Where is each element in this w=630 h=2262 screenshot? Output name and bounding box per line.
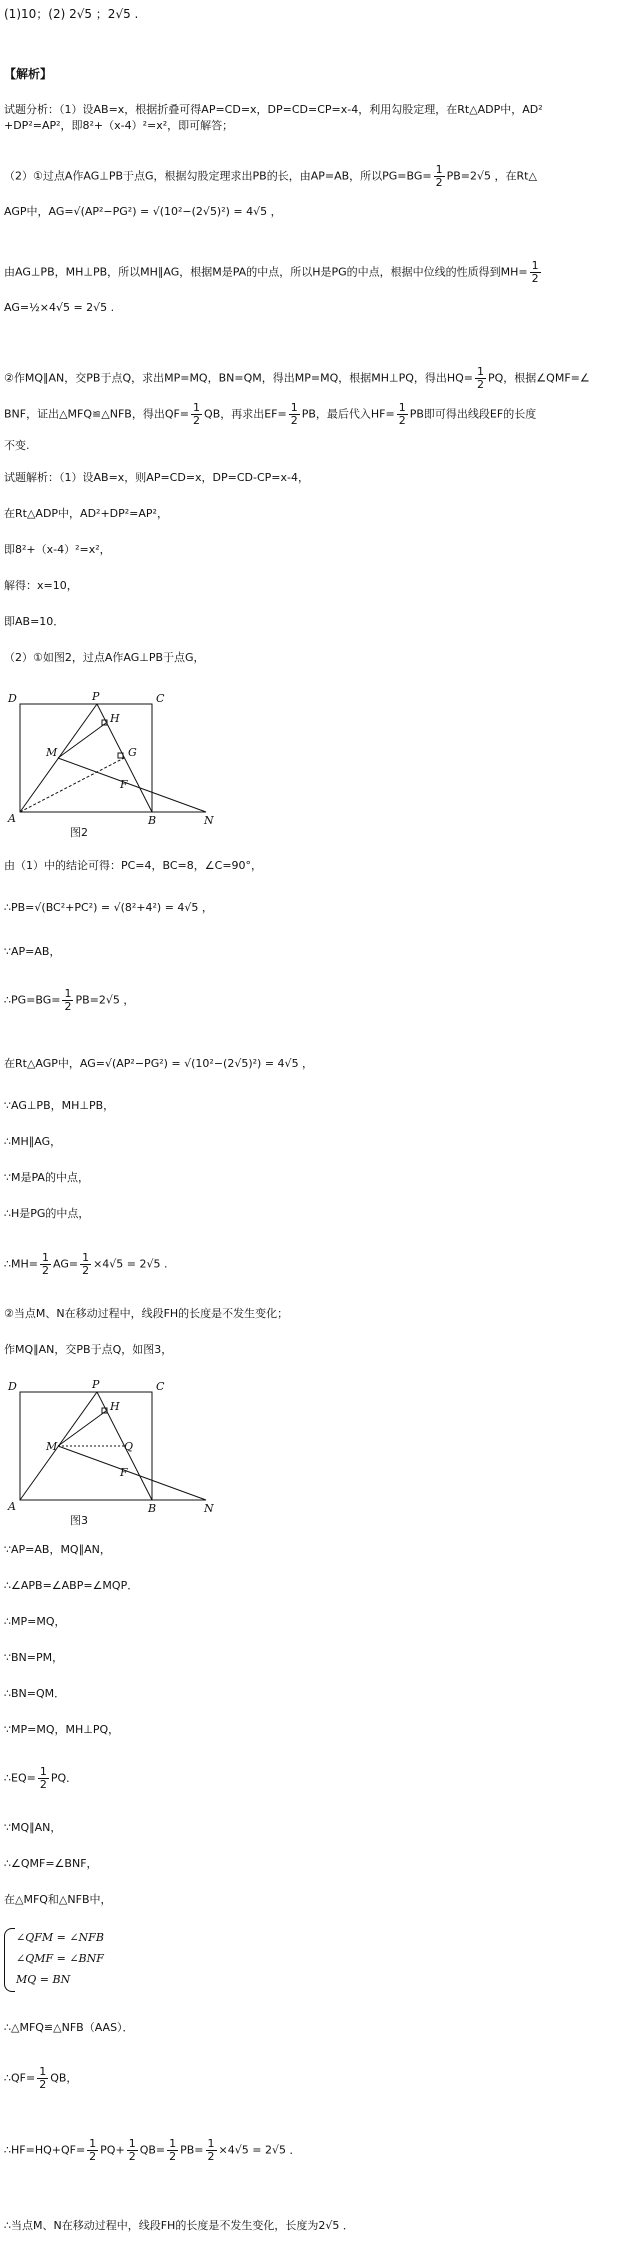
fig2-label-c: C [156,692,165,705]
solution-line: ∴MH∥AG， [4,1135,62,1148]
solution-line: ∴MH= $\frac{1}{2}$ AG= $\frac{1}{2}$ ×4√5 = 2√5 . [4,1251,168,1277]
segment-ag [20,758,124,812]
solution-line: ∴MP=MQ， [4,1615,66,1628]
fraction-half: $\frac{1}{2}$ [398,401,406,427]
fig3-label-d: D [8,1380,17,1393]
fig2-label-d: D [8,692,17,705]
solution-line: ∵AG⊥PB，MH⊥PB， [4,1099,115,1112]
segment-mn [58,1446,206,1500]
solution-line: ∵M是PA的中点， [4,1171,89,1184]
analysis-line-5: AG=½×4√5 = 2√5 . [4,301,115,314]
fraction-half: $\frac{1}{2}$ [531,259,539,285]
fig2-label-m: M [46,746,58,759]
fig3-label-f: F [120,1466,128,1479]
fig3-label-h: H [110,1400,120,1413]
system-eq-1: ∠QFM = ∠NFB [16,1931,104,1944]
segment-mh [58,723,106,758]
analysis-line-7d: PB即可得出线段EF的长度 [409,407,537,421]
solution-line: （2）①如图2，过点A作AG⊥PB于点G， [4,651,205,664]
analysis-header: 【解析】 [4,67,53,81]
fig2-label-h: H [110,712,120,725]
fraction-half: $\frac{1}{2}$ [128,2137,136,2163]
equation-system-brace [4,1928,15,1992]
analysis-line-6 [4,366,624,391]
solution-line: 在Rt△AGP中，AG=√(AP²−PG²) = √(10²−(2√5)²) = 4√5 ， [4,1057,314,1070]
fraction-half: $\frac{1}{2}$ [207,2137,215,2163]
fraction-half: $\frac{1}{2}$ [64,987,72,1013]
fig3-label-q: Q [124,1440,134,1453]
analysis-line-8: 不变. [4,439,30,452]
analysis-line-4 [4,260,624,285]
figure-3 [6,1378,216,1528]
answer-line: (1)10；(2) 2√5 ；2√5 . [4,7,139,21]
solution-line: ∵BN=PM， [4,1651,64,1664]
solution-line: 由（1）中的结论可得：PC=4，BC=8，∠C=90°， [4,859,263,872]
solution-line: ∴EQ= $\frac{1}{2}$ PQ． [4,1765,78,1791]
solution-line: 即8²+（x-4）²=x²， [4,543,111,556]
figure-2 [6,690,216,840]
solution-line: ∴∠QMF=∠BNF， [4,1857,98,1870]
analysis-line-4a: 由AG⊥PB，MH⊥PB，所以MH∥AG，根据M是PA的中点，所以H是PG的中点，根据中位线的性质得到MH= [4,265,528,279]
solution-line: ∴∠APB=∠ABP=∠MQP． [4,1579,139,1592]
solution-line: 解得：x=10， [4,579,78,592]
solution-line: 试题解析：（1）设AB=x，则AP=CD=x，DP=CD-CP=x-4， [4,471,309,484]
analysis-line-6b: PQ，根据∠QMF=∠ [488,371,590,385]
analysis-line-7 [4,402,624,427]
solution-line: ∵AP=AB， [4,945,61,958]
analysis-line-1a: 试题分析：（1）设AB=x，根据折叠可得AP=CD=x，DP=CD=CP=x-4，利用勾股定理，在Rt△ADP中，AD² [4,103,543,116]
system-eq-2: ∠QMF = ∠BNF [16,1952,104,1965]
fraction-half: $\frac{1}{2}$ [477,365,485,391]
fig3-label-n: N [204,1502,214,1515]
fraction-half: $\frac{1}{2}$ [89,2137,97,2163]
analysis-line-3: AGP中，AG=√(AP²−PG²) = √(10²−(2√5)²) = 4√5 ， [4,205,282,218]
fraction-half: $\frac{1}{2}$ [435,163,443,189]
solution-line: ∵MP=MQ，MH⊥PQ， [4,1723,120,1736]
solution-line: 作MQ∥AN，交PB于点Q，如图3， [4,1343,173,1356]
solution-line: ∵MQ∥AN， [4,1821,62,1834]
fraction-half: $\frac{1}{2}$ [169,2137,177,2163]
fraction-half: $\frac{1}{2}$ [290,401,298,427]
solution-line: ②当点M、N在移动过程中，线段FH的长度是不发生变化； [4,1307,289,1320]
fraction-half: $\frac{1}{2}$ [39,1765,47,1791]
system-eq-3: MQ = BN [16,1973,71,1986]
solution-conclusion: ∴当点M、N在移动过程中，线段FH的长度是不发生变化，长度为2√5 ． [4,2219,354,2232]
solution-line: ∵AP=AB，MQ∥AN， [4,1543,111,1556]
solution-line: 在△MFQ和△NFB中， [4,1893,112,1906]
analysis-line-7b: QB，再求出EF= [204,407,287,421]
solution-line: ∴PB=√(BC²+PC²) = √(8²+4²) = 4√5 ， [4,901,213,914]
analysis-line-7c: PB，最后代入HF= [301,407,395,421]
fig3-label-c: C [156,1380,165,1393]
fraction-half: $\frac{1}{2}$ [193,401,201,427]
solution-line: 即AB=10． [4,615,65,628]
solution-line: 在Rt△ADP中，AD²+DP²=AP²， [4,507,168,520]
solution-line: ∴QF= $\frac{1}{2}$ QB， [4,2065,78,2091]
fraction-half: $\frac{1}{2}$ [82,1251,90,1277]
analysis-line-7a: BNF，证出△MFQ≌△NFB，得出QF= [4,407,190,421]
solution-line: ∴BN=QM． [4,1687,66,1700]
analysis-line-2 [4,164,624,189]
fig3-label-m: M [46,1440,58,1453]
solution-line: ∴H是PG的中点， [4,1207,90,1220]
solution-line: ∴HF=HQ+QF= $\frac{1}{2}$ PQ+ $\frac{1}{2}$ QB= $\frac{1}{2}$ PB= $\frac{1}{2}$ ×4√5 = 2√5 ． [4,2137,301,2163]
fraction-half: $\frac{1}{2}$ [39,2065,47,2091]
fig3-label-a: A [8,1500,16,1513]
analysis-line-2a: （2）①过点A作AG⊥PB于点G，根据勾股定理求出PB的长，由AP=AB，所以PG=BG= [4,169,432,183]
fig2-caption: 图2 [70,826,88,839]
fig2-label-g: G [128,746,137,759]
fig2-label-p: P [92,690,100,703]
segment-mh [58,1411,106,1446]
fig2-label-f: F [120,778,128,791]
fraction-half: $\frac{1}{2}$ [41,1251,49,1277]
solution-line: ∴△MFQ≌△NFB（AAS）． [4,2021,134,2034]
fig2-label-n: N [204,814,214,827]
analysis-line-6a: ②作MQ∥AN，交PB于点Q，求出MP=MQ，BN=QM，得出MP=MQ，根据MH⊥PQ，得出HQ= [4,371,474,385]
analysis-line-2b: PB=2√5 ，在Rt△ [446,169,537,183]
analysis-line-1b: +DP²=AP²，即8²+（x-4）²=x²，即可解答； [4,119,234,132]
solution-line: ∴PG=BG= $\frac{1}{2}$ PB=2√5 ， [4,987,135,1013]
segment-mn [58,758,206,812]
fig3-label-b: B [148,1502,157,1515]
fig2-label-b: B [148,814,157,827]
fig3-caption: 图3 [70,1514,88,1527]
fig3-label-p: P [92,1378,100,1391]
fig2-label-a: A [8,812,16,825]
